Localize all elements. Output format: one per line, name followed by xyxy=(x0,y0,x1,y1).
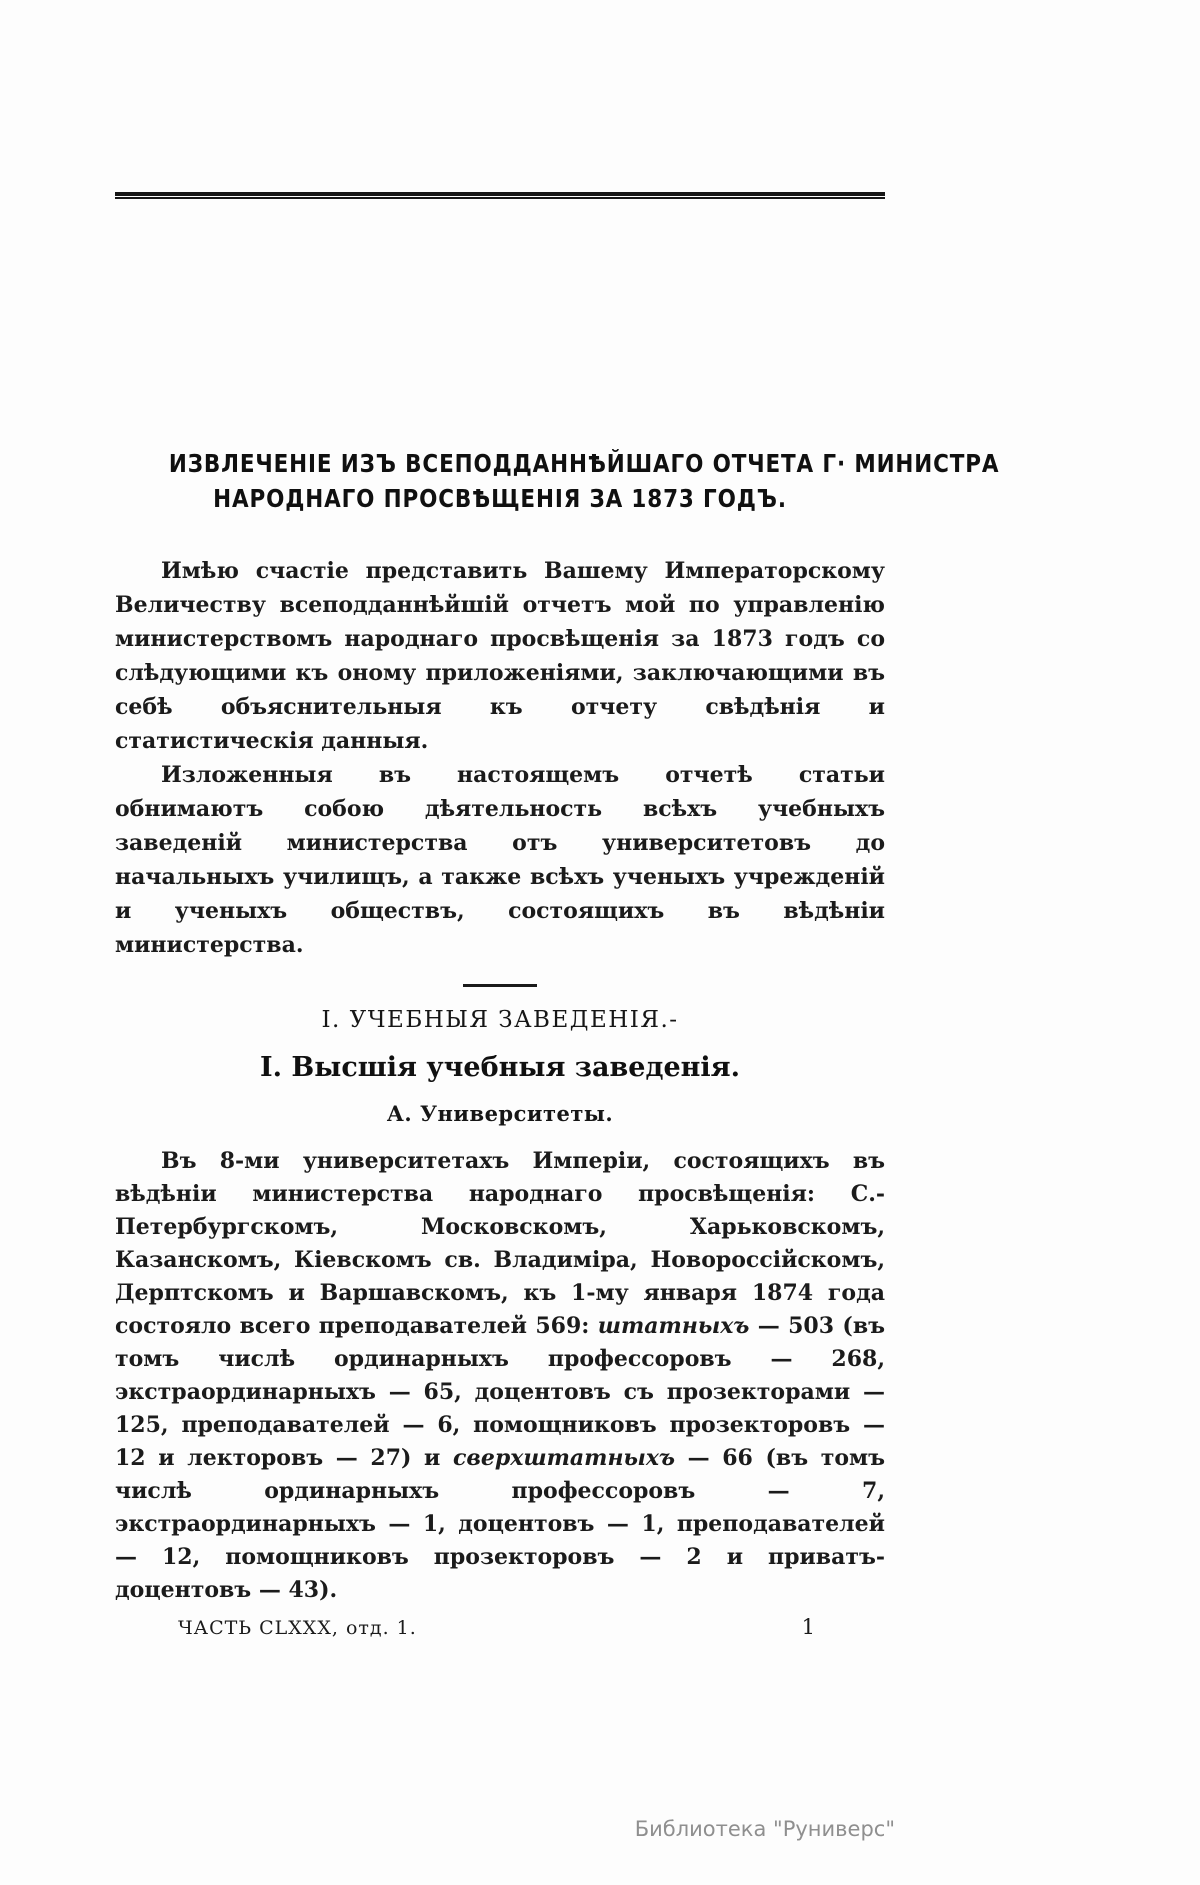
paragraph-1: Имѣю счастіе представить Вашему Императорскому Величеству всеподданнѣйшій отчетъ мой по управленію министерствомъ народнаго просвѣщенія за 1873 годъ со слѣдующими къ оному приложеніями, заключающими въ себѣ объяснительныя къ отчету свѣдѣнія и статистическія данныя. xyxy=(115,558,885,754)
page-footer xyxy=(115,1615,885,1639)
paragraph-3-seg3: — 503 (въ томъ числѣ ординарныхъ профессоровъ — 268, экстраординарныхъ — 65, доцентовъ съ прозекторами — 125, преподавателей — 6, помощниковъ прозекторовъ — 12 и лекторовъ — 27) и xyxy=(115,1313,885,1471)
subsubsection-heading: А. Университеты. xyxy=(386,1101,614,1126)
paragraph-3-seg1: Въ 8-ми университетахъ Имперіи, состоящихъ въ вѣдѣніи министерства народнаго просвѣщенія: С.-Петербургскомъ, Московскомъ, Харьковскомъ, Казанскомъ, Кіевскомъ св. Владиміра, Новороссійскомъ, Дерптскомъ и Варшавскомъ, къ 1-му января 1874 года состояло всего преподавателей 569: xyxy=(115,1148,885,1339)
runiverse-watermark: Библиотека "Руниверс" xyxy=(634,1817,895,1841)
page-number: 1 xyxy=(801,1615,815,1639)
subsection-heading: I. Высшія учебныя заведенія. xyxy=(260,1052,740,1083)
page-content xyxy=(115,0,1000,1639)
section-divider xyxy=(463,984,537,987)
document-title-line1: ИЗВЛЕЧЕНІЕ ИЗЪ ВСЕПОДДАННѢЙШАГО ОТЧЕТА Г· МИНИСТРА xyxy=(168,449,1000,478)
paragraph-3-seg5: — 66 (въ томъ числѣ ординарныхъ профессоровъ — 7, экстраординарныхъ — 1, доцентовъ — 1, преподавателей — 12, помощниковъ прозекторовъ — 2 и приватъ-доцентовъ — 43). xyxy=(115,1445,885,1603)
section-heading: I. УЧЕБНЫЯ ЗАВЕДЕНІЯ.- xyxy=(321,1007,679,1033)
paragraph-3-italic-shtatnykh: штатныхъ xyxy=(597,1313,750,1339)
paragraph-3-italic-sverkhshtatnykh: сверхштатныхъ xyxy=(453,1445,675,1471)
paragraph-2: Изложенныя въ настоящемъ отчетѣ статьи обнимаютъ собою дѣятельность всѣхъ учебныхъ заведеній министерства отъ университетовъ до начальныхъ училищъ, а также всѣхъ ученыхъ учрежденій и ученыхъ обществъ, состоящихъ въ вѣдѣніи министерства. xyxy=(115,762,885,958)
document-title-line2: НАРОДНАГО ПРОСВѢЩЕНІЯ ЗА 1873 ГОДЪ. xyxy=(213,484,787,513)
document-title xyxy=(168,446,1000,516)
footer-volume-label: ЧАСТЬ CLXXX, отд. 1. xyxy=(178,1617,417,1639)
top-rule xyxy=(115,192,885,199)
paragraph-3 xyxy=(115,1145,885,1607)
